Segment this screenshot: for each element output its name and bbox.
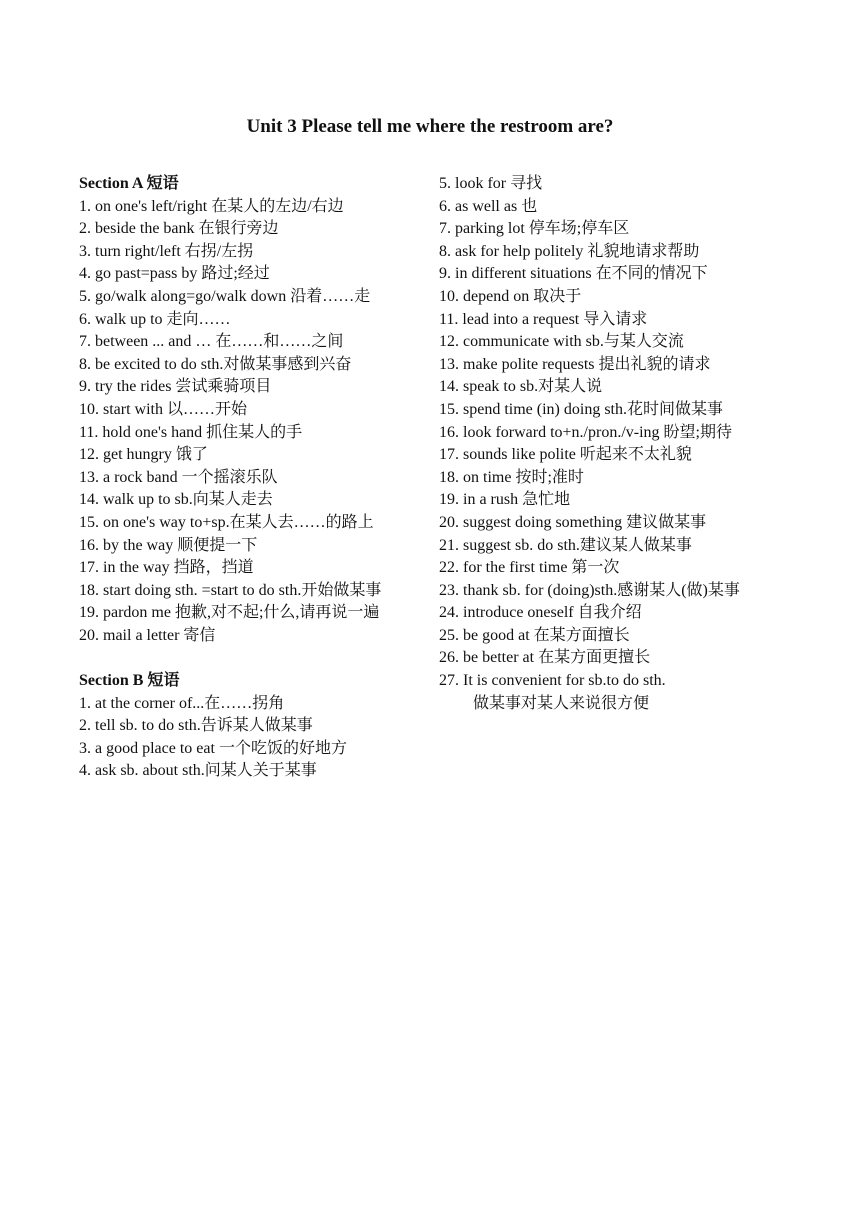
list-item: 6. walk up to 走向…… [79, 310, 231, 328]
list-item: 4. ask sb. about sth.问某人关于某事 [79, 762, 317, 780]
list-item: 12. get hungry 饿了 [79, 446, 208, 464]
left-column [79, 173, 429, 783]
list-item: 1. at the corner of...在……拐角 [79, 694, 285, 712]
list-item: 14. speak to sb.对某人说 [439, 378, 603, 396]
section-b-heading: Section B 短语 [79, 672, 180, 690]
list-item: 15. on one's way to+sp.在某人去……的路上 [79, 513, 374, 531]
list-item: 10. depend on 取决于 [439, 287, 582, 305]
list-item: 19. in a rush 急忙地 [439, 491, 571, 509]
right-column [439, 173, 839, 715]
list-item: 19. pardon me 抱歉,对不起;什么,请再说一遍 [79, 604, 380, 622]
list-item: 12. communicate with sb.与某人交流 [439, 333, 684, 351]
list-item: 17. in the way 挡路，挡道 [79, 559, 254, 577]
section-spacer [79, 647, 429, 670]
list-item: 15. spend time (in) doing sth.花时间做某事 [439, 400, 723, 418]
list-item: 27. It is convenient for sb.to do sth. [439, 672, 666, 690]
list-item: 20. suggest doing something 建议做某事 [439, 513, 707, 531]
list-item: 8. ask for help politely 礼貌地请求帮助 [439, 242, 700, 260]
list-item: 14. walk up to sb.向某人走去 [79, 491, 273, 509]
section-a-heading: Section A 短语 [79, 175, 179, 192]
list-item: 5. look for 寻找 [439, 175, 543, 192]
list-item: 16. look forward to+n./pron./v-ing 盼望;期待 [439, 423, 732, 441]
list-item: 3. turn right/left 右拐/左拐 [79, 242, 254, 260]
list-item: 21. suggest sb. do sth.建议某人做某事 [439, 536, 692, 554]
list-item: 7. between ... and … 在……和……之间 [79, 333, 344, 351]
list-item: 4. go past=pass by 路过;经过 [79, 265, 270, 283]
list-item: 26. be better at 在某方面更擅长 [439, 649, 651, 667]
list-item: 13. make polite requests 提出礼貌的请求 [439, 355, 711, 373]
list-item: 10. start with 以……开始 [79, 400, 247, 418]
list-item: 11. hold one's hand 抓住某人的手 [79, 423, 303, 441]
list-item: 23. thank sb. for (doing)sth.感谢某人(做)某事 [439, 581, 740, 599]
list-item: 11. lead into a request 导入请求 [439, 310, 648, 328]
list-item: 24. introduce oneself 自我介绍 [439, 604, 642, 622]
list-item: 13. a rock band 一个摇滚乐队 [79, 468, 278, 486]
list-item: 9. in different situations 在不同的情况下 [439, 265, 708, 283]
page-title: Unit 3 Please tell me where the restroom are? [246, 116, 614, 137]
list-item: 7. parking lot 停车场;停车区 [439, 220, 630, 238]
list-item: 18. start doing sth. =start to do sth.开始做某事 [79, 581, 382, 599]
list-item: 1. on one's left/right 在某人的左边/右边 [79, 197, 344, 215]
list-item: 8. be excited to do sth.对做某事感到兴奋 [79, 355, 352, 373]
list-item-continuation: 做某事对某人来说很方便 [473, 694, 650, 712]
list-item: 18. on time 按时;准时 [439, 468, 584, 486]
list-item: 9. try the rides 尝试乘骑项目 [79, 378, 272, 396]
list-item: 16. by the way 顺便提一下 [79, 536, 258, 554]
list-item: 2. tell sb. to do sth.告诉某人做某事 [79, 717, 313, 735]
list-item: 20. mail a letter 寄信 [79, 626, 216, 644]
list-item: 25. be good at 在某方面擅长 [439, 626, 630, 644]
list-item: 2. beside the bank 在银行旁边 [79, 220, 279, 238]
list-item: 17. sounds like polite 听起来不太礼貌 [439, 446, 692, 464]
list-item: 3. a good place to eat 一个吃饭的好地方 [79, 739, 347, 757]
list-item: 22. for the first time 第一次 [439, 559, 620, 577]
list-item: 5. go/walk along=go/walk down 沿着……走 [79, 287, 371, 305]
list-item: 6. as well as 也 [439, 197, 538, 215]
